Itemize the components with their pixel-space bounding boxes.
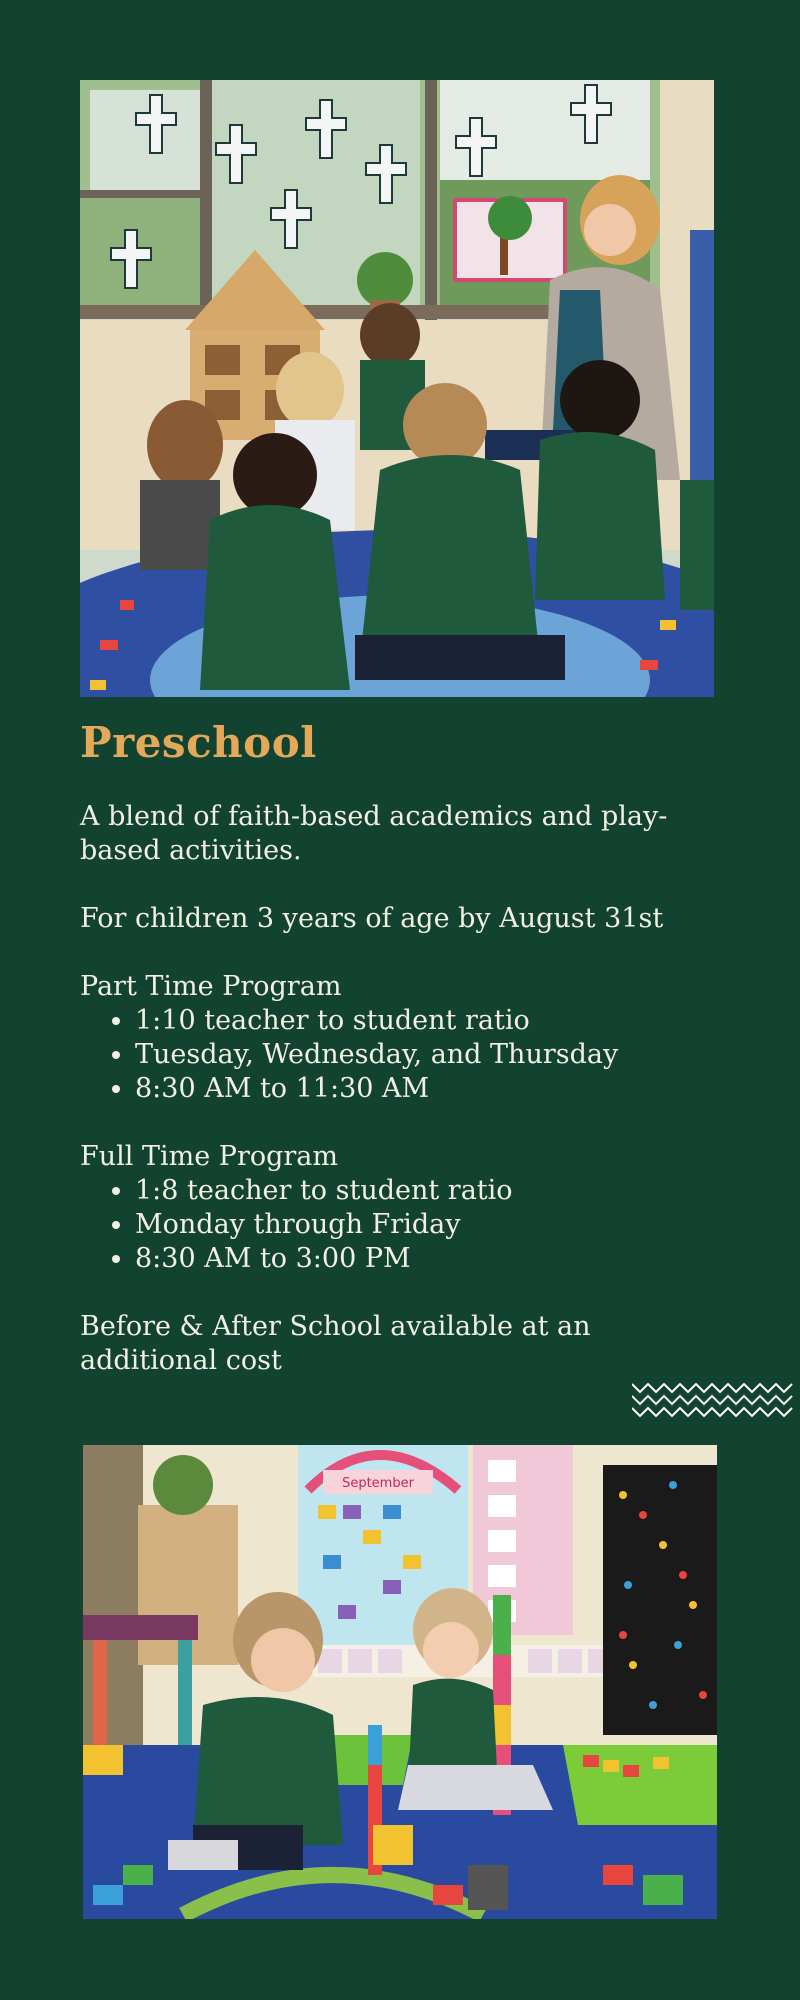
calendar-label: September [342, 1476, 414, 1491]
zigzag-pattern-icon [632, 1380, 796, 1424]
classroom-photo-top [80, 80, 714, 697]
part-time-program [80, 970, 720, 1106]
list-item: • 8:30 AM to 3:00 PM [135, 1242, 720, 1276]
extra-care-text: Before & After School available at an additional cost [80, 1311, 591, 1376]
list-item: • 1:8 teacher to student ratio [135, 1174, 720, 1208]
intro-text: A blend of faith-based academics and play-based activities. [80, 801, 668, 866]
part-time-program-list [80, 1004, 720, 1106]
list-item: • 1:10 teacher to student ratio [135, 1004, 720, 1038]
full-time-program-list [80, 1174, 720, 1276]
eligibility-text: For children 3 years of age by August 31st [80, 903, 664, 934]
classroom-photo-bottom-art [83, 1445, 717, 1919]
list-item: • Tuesday, Wednesday, and Thursday [135, 1038, 720, 1072]
full-time-program [80, 1140, 720, 1276]
part-time-program-label: Part Time Program [80, 971, 342, 1002]
classroom-photo-top-art [80, 80, 714, 697]
page-title: Preschool [80, 718, 317, 767]
list-item: • 8:30 AM to 11:30 AM [135, 1072, 720, 1106]
list-item: • Monday through Friday [135, 1208, 720, 1242]
program-description [80, 800, 720, 1412]
full-time-program-label: Full Time Program [80, 1141, 339, 1172]
classroom-photo-bottom [83, 1445, 717, 1919]
